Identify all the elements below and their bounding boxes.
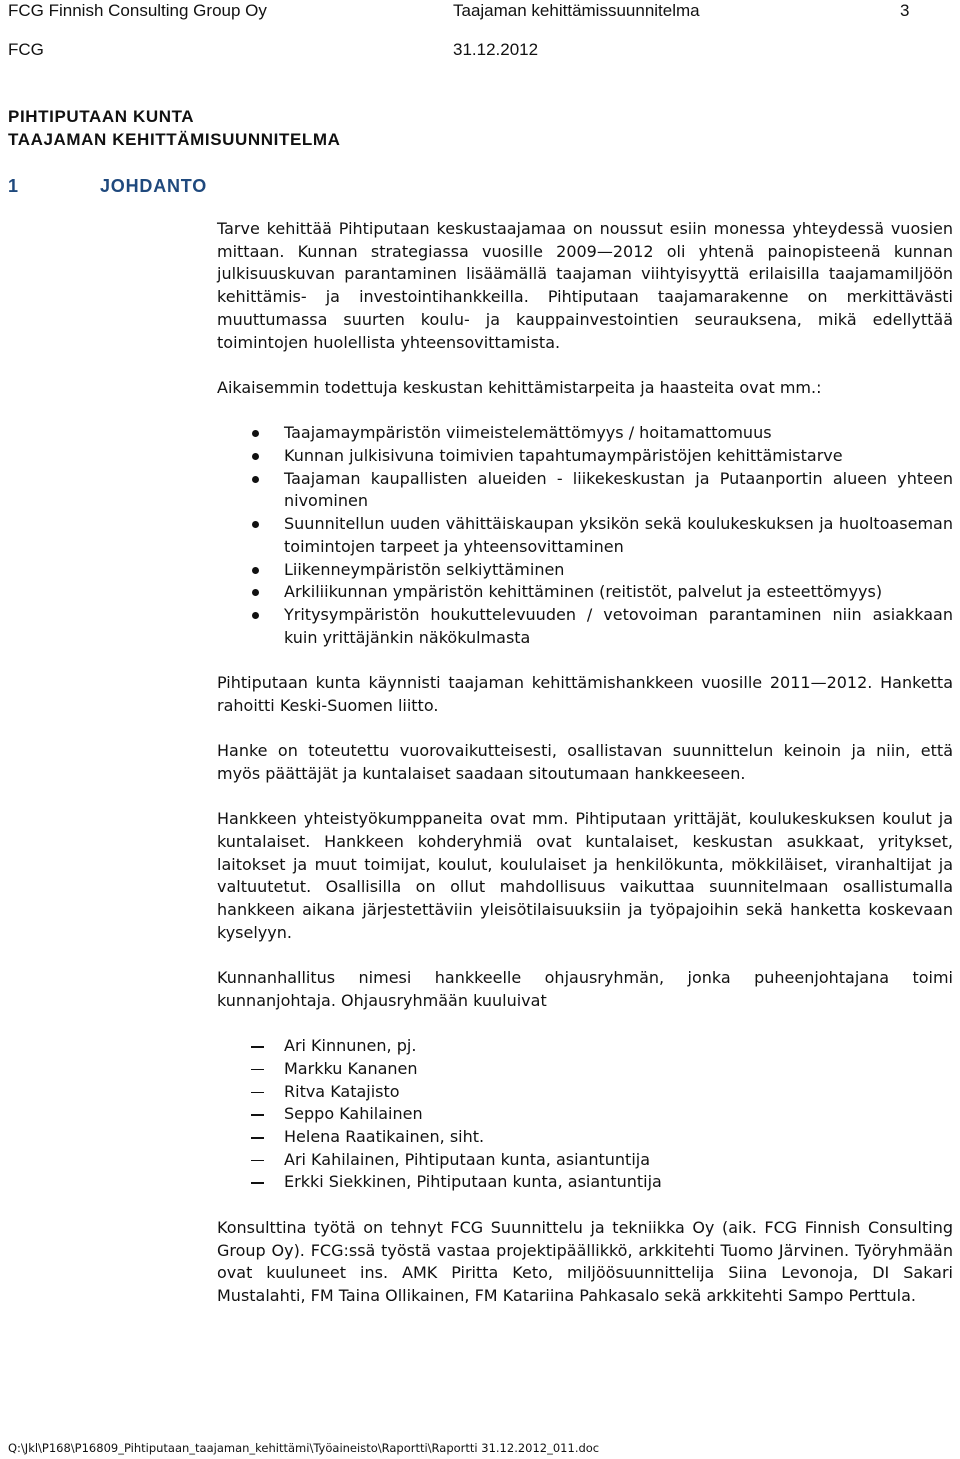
paragraph-partners: Hankkeen yhteistyökumppaneita ovat mm. Pihtiputaan yrittäjät, koulukeskuksen koulut ja kuntalaiset. Hankkeen kohderyhmiä ovat kuntalaiset, keskustan asukkaat, yritykset, laitokset ja muut toimijat, koulut, koululaiset ja henkilökunta, mökkiläiset, viranhaltijat ja valtuutetut. Osallisilla on ollut mahdollisuus vaikuttaa suunnitelmaan osallistumalla hankkeen aikana järjestettäviin yleisötilaisuuksiin ja työpajoihin sekä hanketta koskevaan kyselyyn. [217, 809, 953, 942]
header-date: 31.12.2012 [453, 40, 539, 59]
header-doc-title: Taajaman kehittämissuunnitelma [453, 1, 700, 20]
section-heading: JOHDANTO [100, 176, 208, 196]
paragraph-steering-group: Kunnanhallitus nimesi hankkeelle ohjausryhmän, jonka puheenjohtajana toimi kunnanjohtaja. Ohjausryhmään kuuluivat [217, 968, 953, 1010]
members-list [217, 1035, 953, 1194]
paragraph-participation: Hanke on toteutettu vuorovaikutteisesti, osallistavan suunnittelun keinoin ja niin, että myös päättäjät ja kuntalaiset saadaan sitoutumaan hankkeeseen. [217, 741, 953, 783]
list-item: Ritva Katajisto [217, 1081, 953, 1104]
list-item: Taajamaympäristön viimeistelemättömyys / hoitamattomuus [217, 422, 953, 445]
header-short: FCG [8, 40, 44, 59]
challenges-list [217, 422, 953, 649]
header-page-number: 3 [900, 1, 910, 20]
list-item: Kunnan julkisivuna toimivien tapahtumaympäristöjen kehittämistarve [217, 445, 953, 468]
list-item: Ari Kahilainen, Pihtiputaan kunta, asiantuntija [217, 1149, 953, 1172]
list-item: Ari Kinnunen, pj. [217, 1035, 953, 1058]
list-item: Liikenneympäristön selkiyttäminen [217, 559, 953, 582]
title-line-2: TAAJAMAN KEHITTÄMISUUNNITELMA [8, 130, 341, 149]
list-item: Markku Kananen [217, 1058, 953, 1081]
title-line-1: PIHTIPUTAAN KUNTA [8, 107, 195, 126]
paragraph-consultant: Konsulttina työtä on tehnyt FCG Suunnittelu ja tekniikka Oy (aik. FCG Finnish Consulting Group Oy). FCG:ssä työstä vastaa projektipäällikkö, arkkitehti Tuomo Järvinen. Työryhmään ovat kuuluneet ins. AMK Piritta Keto, miljöösuunnittelija Siina Levonoja, DI Sakari Mustalahti, FM Taina Ollikainen, FM Katariina Pahkasalo sekä arkkitehti Sampo Perttula. [217, 1217, 953, 1305]
paragraph-intro: Tarve kehittää Pihtiputaan keskustaajamaa on noussut esiin monessa yhteydessä vuosien mittaan. Kunnan strategiassa vuosille 2009—2012 oli yhtenä painopisteenä kunnan julkisuuskuvan parantaminen lisäämällä taajaman viihtyisyyttä erilaisilla taajamamiljöön kehittämis- ja investointihankkeilla. Pihtiputaan taajamarakenne on merkittävästi muuttumassa suurten koulu- ja kauppainvestointien seurauksena, mikä edellyttää toimintojen huolellista yhteensovittamista. [217, 219, 953, 352]
header-company: FCG Finnish Consulting Group Oy [8, 1, 267, 20]
list-item: Erkki Siekkinen, Pihtiputaan kunta, asiantuntija [217, 1171, 953, 1194]
list-item: Arkiliikunnan ympäristön kehittäminen (reitistöt, palvelut ja esteettömyys) [217, 581, 953, 604]
list-item: Yritysympäristön houkuttelevuuden / vetovoiman parantaminen niin asiakkaan kuin yrittäjänkin näkökulmasta [217, 604, 953, 649]
paragraph-project-start: Pihtiputaan kunta käynnisti taajaman kehittämishankkeen vuosille 2011—2012. Hanketta rahoitti Keski-Suomen liitto. [217, 673, 953, 715]
section-number: 1 [8, 176, 19, 196]
body-content [217, 218, 953, 1330]
list-item: Seppo Kahilainen [217, 1103, 953, 1126]
list-item: Helena Raatikainen, siht. [217, 1126, 953, 1149]
footer-file-path: Q:\Jkl\P168\P16809_Pihtiputaan_taajaman_kehittämi\Työaineisto\Raportti\Raportti 31.12.2012_011.doc [8, 1441, 600, 1455]
list-item: Suunnitellun uuden vähittäiskaupan yksikön sekä koulukeskuksen ja huoltoaseman toimintojen tarpeet ja yhteensovittaminen [217, 513, 953, 558]
paragraph-challenges-lead: Aikaisemmin todettuja keskustan kehittämistarpeita ja haasteita ovat mm.: [217, 377, 822, 397]
list-item: Taajaman kaupallisten alueiden - liikekeskustan ja Putaanportin alueen yhteen nivominen [217, 468, 953, 513]
